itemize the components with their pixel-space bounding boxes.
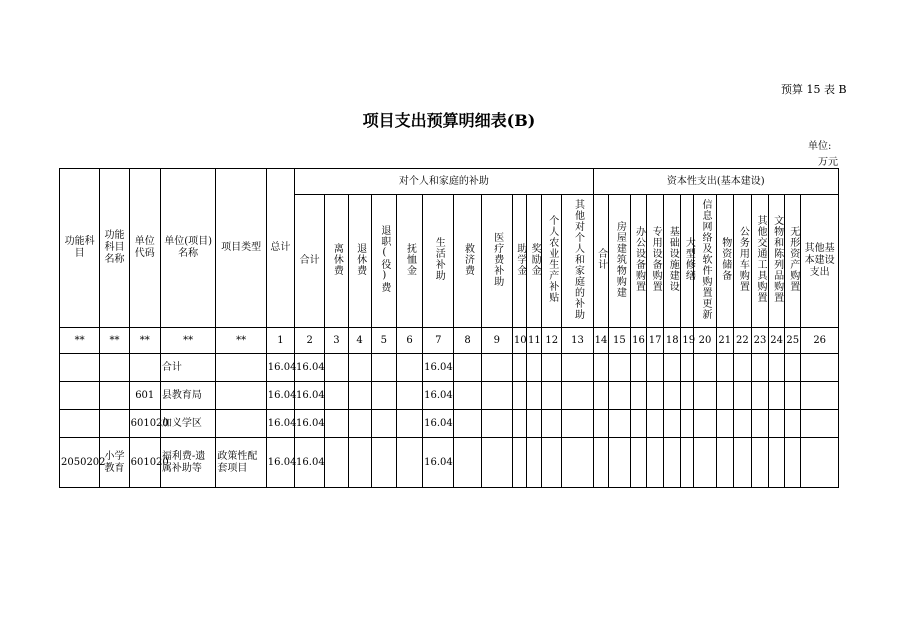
- cell-unit-name: 福利费-遗属补助等: [160, 438, 215, 488]
- header-p-medical: 医疗费补助: [481, 195, 512, 328]
- table-row: [60, 354, 839, 382]
- header-group-capital: 资本性支出(基本建设): [593, 169, 838, 195]
- cell-total: 16.04: [266, 382, 294, 410]
- index-cell: 13: [562, 328, 593, 354]
- header-c-transport: 其他交通工具购置: [751, 195, 768, 328]
- cell-func-name: [100, 382, 129, 410]
- header-p-farm: 个人农业生产补贴: [542, 195, 562, 328]
- index-cell: 19: [681, 328, 694, 354]
- cell-unit-name: 县教育局: [160, 382, 215, 410]
- header-unit-name: 单位(项目)名称: [160, 169, 215, 328]
- unit-label: 单位:: [808, 141, 832, 152]
- cell-func-code: [60, 354, 100, 382]
- table-row: [60, 410, 839, 438]
- index-cell: 8: [454, 328, 481, 354]
- index-cell: **: [160, 328, 215, 354]
- index-cell: 15: [608, 328, 630, 354]
- index-cell: 21: [716, 328, 733, 354]
- header-c-car: 公务用车购置: [733, 195, 751, 328]
- index-cell: 6: [396, 328, 422, 354]
- header-unit-code: 单位代码: [129, 169, 160, 328]
- header-total: 总计: [266, 169, 294, 328]
- page-title: 项目支出预算明细表(B): [362, 111, 536, 130]
- header-group-personal: 对个人和家庭的补助: [295, 169, 594, 195]
- header-p-retire: 离休费: [325, 195, 348, 328]
- header-c-total: 合计: [593, 195, 608, 328]
- cell-p-living: 16.04: [423, 438, 454, 488]
- unit-value: 万元: [818, 157, 838, 168]
- cell-func-code: [60, 382, 100, 410]
- index-cell: **: [100, 328, 129, 354]
- header-p-other: 其他对个人和家庭的补助: [562, 195, 593, 328]
- header-c-other: 其他基本建设支出: [801, 195, 839, 328]
- header-project-type: 项目类型: [216, 169, 266, 328]
- index-cell: 25: [785, 328, 801, 354]
- index-row: [60, 328, 839, 354]
- cell-p-living: 16.04: [423, 354, 454, 382]
- index-cell: 9: [481, 328, 512, 354]
- index-cell: 3: [325, 328, 348, 354]
- index-cell: 14: [593, 328, 608, 354]
- cell-project-type: 政策性配套项目: [216, 438, 266, 488]
- cell-func-name: 小学教育: [100, 438, 129, 488]
- cell-total: 16.04: [266, 354, 294, 382]
- cell-func-code: 2050202: [60, 438, 100, 488]
- index-cell: **: [60, 328, 100, 354]
- cell-p-total: 16.04: [295, 410, 325, 438]
- header-c-it: 信息网络及软件购置更新: [694, 195, 716, 328]
- cell-func-name: [100, 410, 129, 438]
- budget-table: [59, 168, 839, 488]
- index-cell: 18: [664, 328, 681, 354]
- header-p-tuizhi: 退职(役)费: [371, 195, 396, 328]
- header-p-tuixiu: 退休费: [348, 195, 371, 328]
- form-code: 预算 15 表 B: [781, 83, 847, 96]
- index-cell: **: [216, 328, 266, 354]
- cell-unit-name: 加义学区: [160, 410, 215, 438]
- cell-project-type: [216, 382, 266, 410]
- cell-total: 16.04: [266, 410, 294, 438]
- header-p-living: 生活补助: [423, 195, 454, 328]
- cell-func-code: [60, 410, 100, 438]
- header-func-code: 功能科目: [60, 169, 100, 328]
- index-cell: 12: [542, 328, 562, 354]
- index-cell: 11: [527, 328, 542, 354]
- index-cell: 1: [266, 328, 294, 354]
- index-cell: **: [129, 328, 160, 354]
- table-row: [60, 382, 839, 410]
- header-c-repair: 大型修缮: [681, 195, 694, 328]
- index-cell: 2: [295, 328, 325, 354]
- header-c-reserve: 物资储备: [716, 195, 733, 328]
- index-cell: 26: [801, 328, 839, 354]
- cell-unit-code: [129, 354, 160, 382]
- header-c-intangible: 无形资产购置: [785, 195, 801, 328]
- cell-unit-name: 合计: [160, 354, 215, 382]
- cell-p-total: 16.04: [295, 382, 325, 410]
- cell-func-name: [100, 354, 129, 382]
- cell-project-type: [216, 354, 266, 382]
- index-cell: 5: [371, 328, 396, 354]
- header-p-study: 助学金: [512, 195, 526, 328]
- header-func-name: 功能科目名称: [100, 169, 129, 328]
- index-cell: 17: [647, 328, 664, 354]
- header-p-relief: 救济费: [454, 195, 481, 328]
- index-cell: 20: [694, 328, 716, 354]
- index-cell: 23: [751, 328, 768, 354]
- cell-p-living: 16.04: [423, 410, 454, 438]
- header-c-house: 房屋建筑物购建: [608, 195, 630, 328]
- index-cell: 16: [630, 328, 646, 354]
- cell-project-type: [216, 410, 266, 438]
- cell-p-living: 16.04: [423, 382, 454, 410]
- header-c-office: 办公设备购置: [630, 195, 646, 328]
- header-c-culture: 文物和陈列品购置: [769, 195, 785, 328]
- cell-p-total: 16.04: [295, 354, 325, 382]
- table-row: [60, 438, 839, 488]
- index-cell: 22: [733, 328, 751, 354]
- cell-unit-code: 601020: [129, 410, 160, 438]
- index-cell: 10: [512, 328, 526, 354]
- cell-p-total: 16.04: [295, 438, 325, 488]
- index-cell: 7: [423, 328, 454, 354]
- header-p-reward: 奖励金: [527, 195, 542, 328]
- cell-unit-code: 601: [129, 382, 160, 410]
- index-cell: 24: [769, 328, 785, 354]
- header-p-fuxu: 抚恤金: [396, 195, 422, 328]
- header-c-special: 专用设备购置: [647, 195, 664, 328]
- header-p-total: 合计: [295, 195, 325, 328]
- cell-unit-code: 601020: [129, 438, 160, 488]
- header-c-infra: 基础设施建设: [664, 195, 681, 328]
- cell-total: 16.04: [266, 438, 294, 488]
- index-cell: 4: [348, 328, 371, 354]
